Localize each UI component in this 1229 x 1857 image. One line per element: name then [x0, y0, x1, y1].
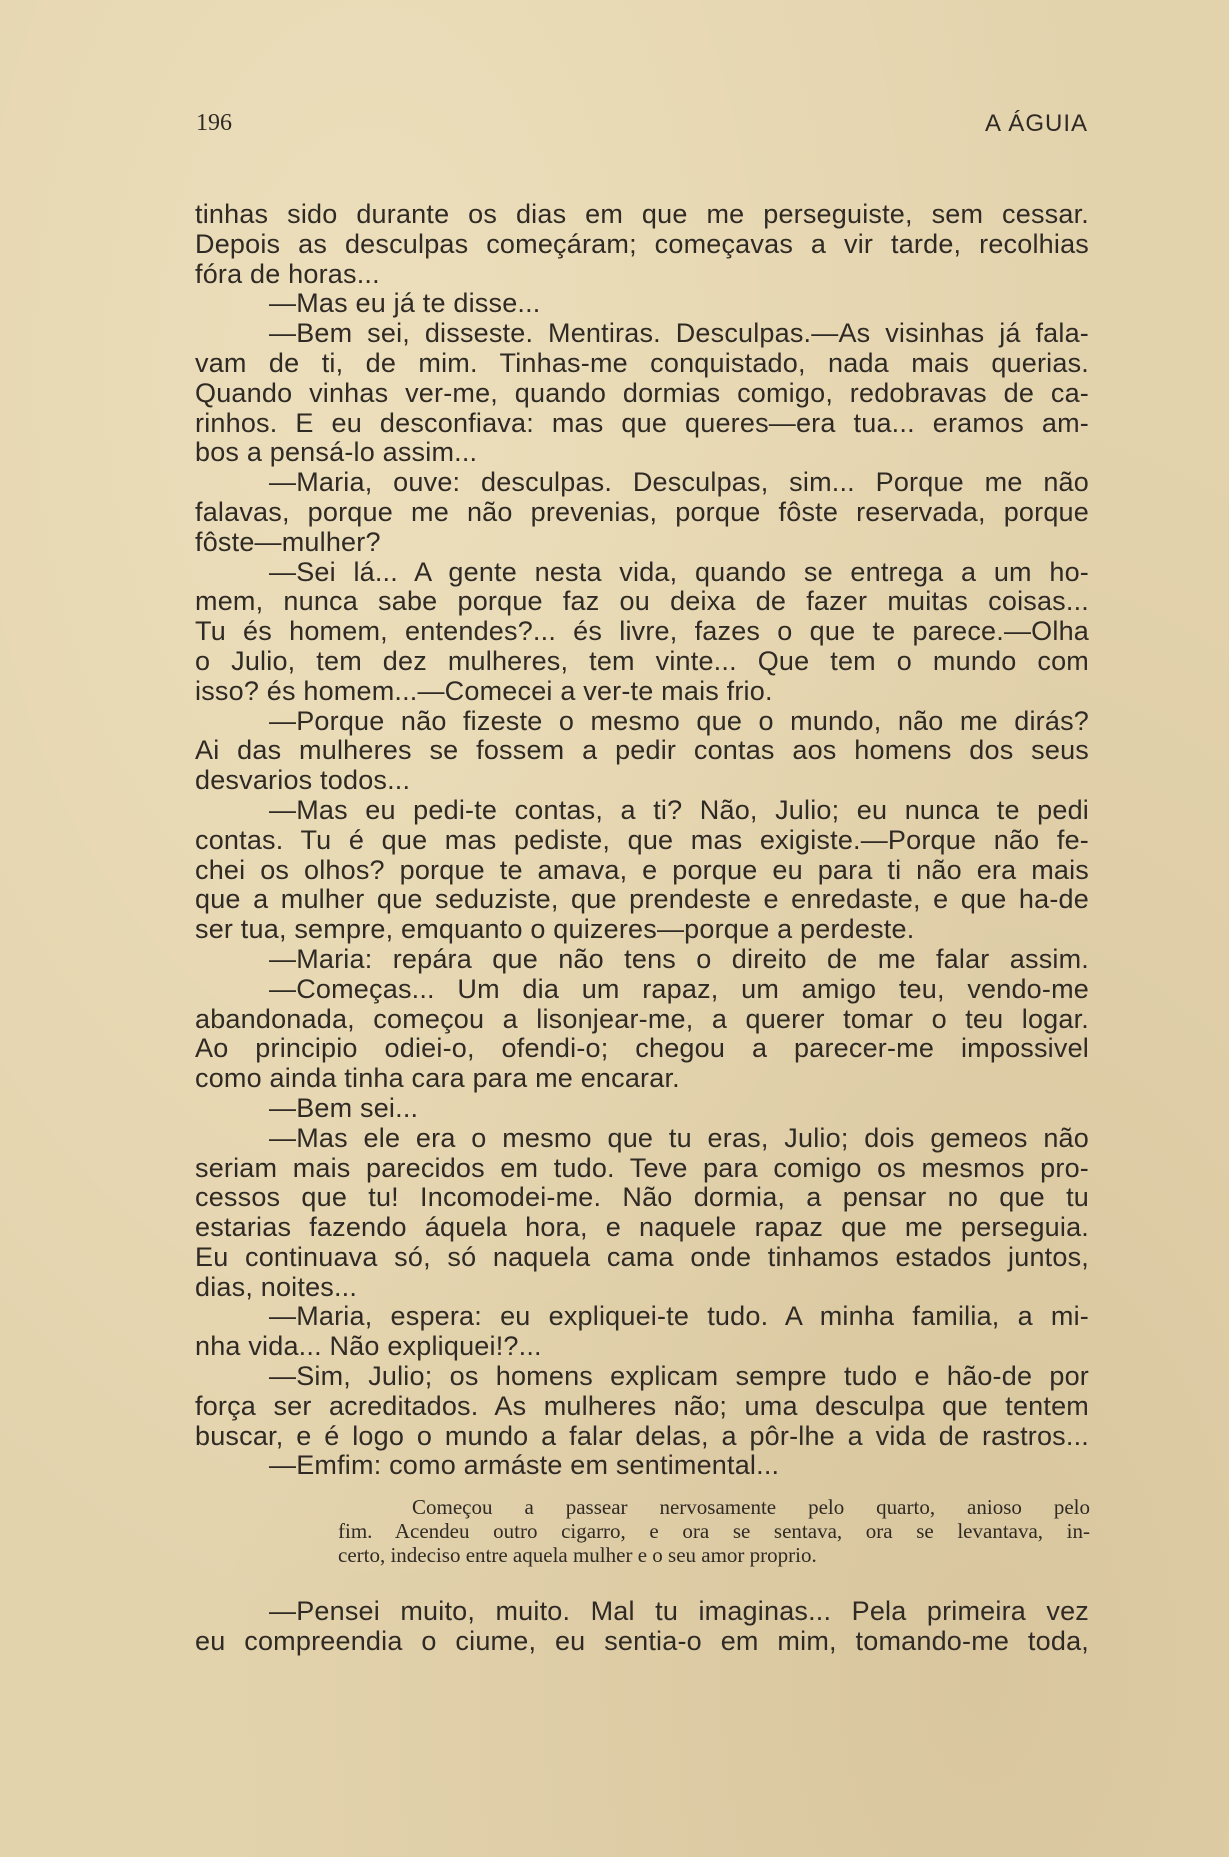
text-line: mem, nunca sabe porque faz ou deixa de fazer muitas coisas... [195, 586, 1089, 617]
text-line: tinhas sido durante os dias em que me perseguiste, sem cessar. [195, 199, 1089, 229]
text-line: —Bem sei... [269, 1092, 419, 1123]
text-line: ser tua, sempre, emquanto o quizeres—porque a perdeste. [195, 914, 915, 945]
text-line: —Maria: repára que não tens o direito de me falar assim. [269, 943, 1089, 974]
text-line: seriam mais parecidos em tudo. Teve para comigo os mesmos pro- [195, 1152, 1089, 1183]
text-line: fôste—mulher? [195, 526, 381, 557]
text-line: —Emfim: como armáste em sentimental... [269, 1450, 780, 1481]
stage-line: fim. Acendeu outro cigarro, e ora se sentava, ora se levantava, in- [338, 1519, 1090, 1543]
text-line: —Pensei muito, muito. Mal tu imaginas... Pela primeira vez [269, 1596, 1089, 1626]
text-line: rinhos. E eu desconfiava: mas que queres—era tua... eramos am- [195, 407, 1089, 438]
text-line: —Maria, ouve: desculpas. Desculpas, sim... Porque me não [269, 467, 1089, 498]
text-line: falavas, porque me não prevenias, porque fôste reservada, porque [195, 496, 1089, 527]
dialogue-text-continued [195, 1597, 1089, 1657]
text-line: vam de ti, de mim. Tinhas-me conquistado, nada mais querias. [195, 347, 1089, 378]
text-line: —Começas... Um dia um rapaz, um amigo teu, vendo-me [269, 973, 1089, 1004]
text-line: Eu continuava só, só naquela cama onde tinhamos estados juntos, [195, 1241, 1089, 1272]
text-line: —Mas eu já te disse... [269, 288, 541, 319]
text-line: contas. Tu é que mas pediste, que mas exigiste.—Porque não fe- [195, 824, 1089, 855]
text-line: buscar, e é logo o mundo a falar delas, a pôr-lhe a vida de rastros... [195, 1420, 1089, 1451]
text-line: —Sei lá... A gente nesta vida, quando se entrega a um ho- [269, 556, 1089, 587]
text-line: Tu és homem, entendes?... és livre, fazes o que te parece.—Olha [195, 616, 1089, 647]
text-line: o Julio, tem dez mulheres, tem vinte... Que tem o mundo com [195, 645, 1089, 676]
stage-line: certo, indeciso entre aquela mulher e o seu amor proprio. [338, 1543, 817, 1567]
text-line: dias, noites... [195, 1271, 358, 1302]
text-line: nha vida... Não expliquei!?... [195, 1331, 542, 1362]
text-line: Depois as desculpas começáram; começavas a vir tarde, recolhias [195, 228, 1089, 259]
text-line: fóra de horas... [195, 258, 380, 289]
page-number: 196 [196, 110, 232, 136]
text-line: desvarios todos... [195, 765, 411, 796]
text-line: Quando vinhas ver-me, quando dormias comigo, redobravas de ca- [195, 377, 1089, 408]
text-line: —Sim, Julio; os homens explicam sempre tudo e hão-de por [269, 1361, 1089, 1392]
text-line: chei os olhos? porque te amava, e porque eu para ti não era mais [195, 854, 1089, 885]
text-line: —Bem sei, disseste. Mentiras. Desculpas.—As visinhas já fala- [269, 318, 1089, 349]
text-line: —Mas ele era o mesmo que tu eras, Julio; dois gemeos não [269, 1122, 1089, 1153]
text-line: —Maria, espera: eu expliquei-te tudo. A minha familia, a mi- [269, 1301, 1089, 1332]
text-line: —Mas eu pedi-te contas, a ti? Não, Julio; eu nunca te pedi [269, 794, 1089, 825]
text-line: isso? és homem...—Comecei a ver-te mais frio. [195, 675, 773, 706]
text-line: como ainda tinha cara para me encarar. [195, 1063, 680, 1094]
dialogue-text [195, 200, 1089, 1481]
page-header [196, 110, 1088, 146]
text-line: —Porque não fizeste o mesmo que o mundo, não me dirás? [269, 705, 1089, 736]
text-line: estarias fazendo áquela hora, e naquele rapaz que me perseguia. [195, 1212, 1089, 1243]
text-line: Ai das mulheres se fossem a pedir contas aos homens dos seus [195, 735, 1089, 766]
running-title: A ÁGUIA [984, 110, 1088, 137]
text-line: Ao principio odiei-o, ofendi-o; chegou a parecer-me impossivel [195, 1033, 1089, 1064]
text-line: abandonada, começou a lisonjear-me, a querer tomar o teu logar. [195, 1003, 1089, 1034]
text-line: eu compreendia o ciume, eu sentia-o em mim, tomando-me toda, [195, 1625, 1089, 1656]
text-line: força ser acreditados. As mulheres não; uma desculpa que tentem [195, 1390, 1089, 1421]
text-line: cessos que tu! Incomodei-me. Não dormia, a pensar no que tu [195, 1182, 1089, 1213]
text-line: que a mulher que seduziste, que prendeste e enredaste, e que ha-de [195, 884, 1089, 915]
stage-line: Começou a passear nervosamente pelo quarto, anioso pelo [412, 1495, 1090, 1519]
text-line: bos a pensá-lo assim... [195, 437, 478, 468]
stage-direction [338, 1495, 1090, 1567]
